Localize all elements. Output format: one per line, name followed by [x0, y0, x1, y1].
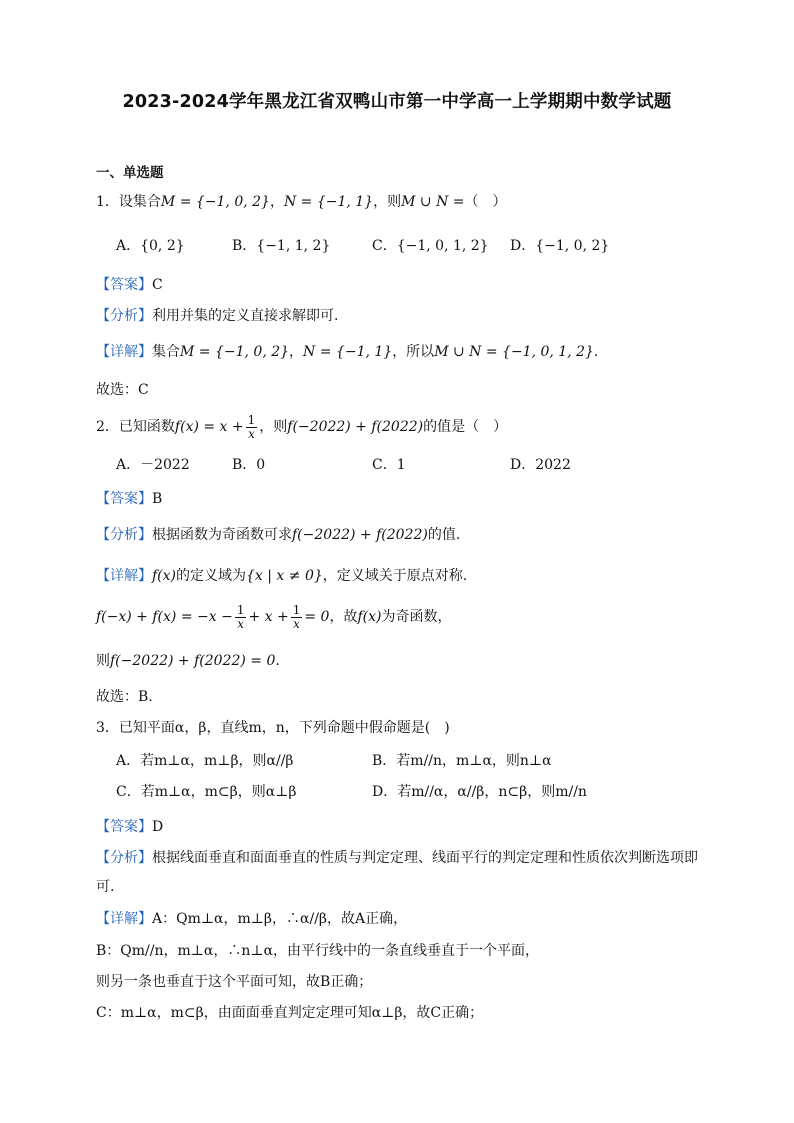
q1-detail: 【详解】集合M = {−1, 0, 2}，N = {−1, 1}，所以M ∪ N = {−1, 0, 1, 2}. [96, 344, 599, 360]
q1-option-b: B．{−1, 1, 2} [232, 238, 331, 254]
q3-option-a: A．若m⊥α，m⊥β，则α//β [116, 753, 294, 769]
q2-detail: 【详解】f(x)的定义域为{x | x ≠ 0}，定义域关于原点对称. [96, 568, 468, 584]
q3-option-d: D．若m//α，α//β，n⊂β，则m//n [372, 784, 587, 800]
answer-tag: 【答案】 [96, 277, 152, 293]
q3-stem: 3．已知平面α，β，直线m，n，下列命题中假命题是( ) [96, 720, 450, 736]
q1-option-c: C．{−1, 0, 1, 2} [372, 238, 489, 254]
q3-option-c: C．若m⊥α，m⊂β，则α⊥β [116, 784, 297, 800]
q3-detail-b-cont: 则另一条也垂直于这个平面可知，故B正确； [96, 974, 373, 990]
q2-option-b: B．0 [232, 457, 266, 473]
fraction-one-over-x: $\frac{1}{x}$ [247, 412, 256, 441]
detail-tag: 【详解】 [96, 344, 152, 360]
q3-detail-c: C：m⊥α，m⊂β，由面面垂直判定定理可知α⊥β，故C正确； [96, 1005, 484, 1021]
q2-choose: 故选：B. [96, 689, 153, 705]
q3-option-b: B．若m//n，m⊥α，则n⊥α [372, 753, 552, 769]
q3-detail-b: B：Qm//n，m⊥α，∴n⊥α，由平行线中的一条直线垂直于一个平面， [96, 943, 540, 959]
q1-option-a: A．{0, 2} [116, 238, 185, 254]
q2-answer: 【答案】B [96, 491, 163, 507]
section-heading: 一、单选题 [96, 165, 164, 181]
page-title: 2023-2024学年黑龙江省双鸭山市第一中学高一上学期期中数学试题 [122, 92, 672, 112]
q1-option-d: D．{−1, 0, 2} [510, 238, 610, 254]
q1-choose: 故选：C [96, 382, 149, 398]
q2-stem: 2．已知函数f(x) = x + $\frac{1}{x}$ ，则f(−2022) + f(2022)的值是（ ） [96, 412, 508, 441]
q2-equation: f(−x) + f(x) = −x − $\frac{1}{x}$ + x + $\frac{1}{x}$ = 0，故f(x)为奇函数， [96, 602, 452, 631]
q2-analysis: 【分析】根据函数为奇函数可求f(−2022) + f(2022)的值. [96, 527, 461, 543]
q3-analysis-cont: 可. [96, 879, 115, 895]
q2-conclusion: 则f(−2022) + f(2022) = 0. [96, 653, 280, 669]
q1-stem: 1．设集合M = {−1, 0, 2}，N = {−1, 1}，则M ∪ N =（ ） [96, 194, 507, 210]
q2-option-d: D．2022 [510, 457, 571, 473]
q1-analysis: 【分析】利用并集的定义直接求解即可. [96, 308, 339, 324]
fraction-one-over-x: $\frac{1}{x}$ [292, 602, 301, 631]
q3-answer: 【答案】D [96, 819, 164, 835]
q1-answer: 【答案】C [96, 277, 163, 293]
q3-analysis: 【分析】根据线面垂直和面面垂直的性质与判定定理、线面平行的判定定理和性质依次判断选项即 [96, 850, 698, 866]
fraction-one-over-x: $\frac{1}{x}$ [236, 602, 245, 631]
q2-option-a: A．－2022 [116, 457, 190, 473]
q3-detail-a: 【详解】A：Qm⊥α，m⊥β，∴α//β，故A正确， [96, 911, 408, 927]
q2-option-c: C．1 [372, 457, 406, 473]
analysis-tag: 【分析】 [96, 308, 152, 324]
